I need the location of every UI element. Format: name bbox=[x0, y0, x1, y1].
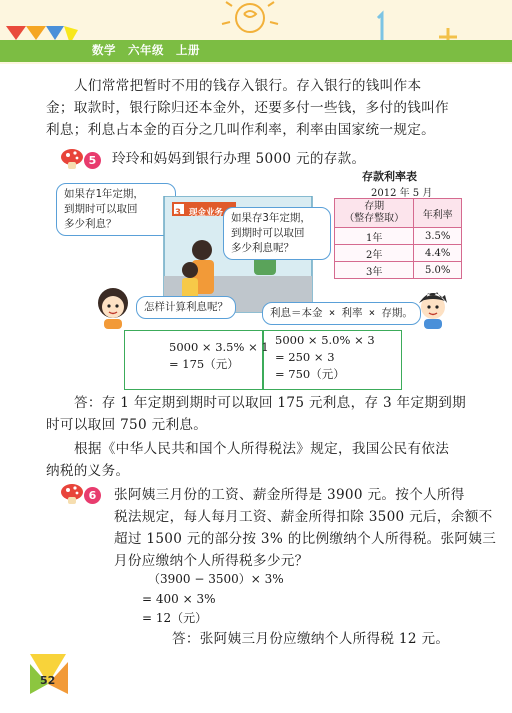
calc-right bbox=[275, 332, 375, 383]
header-band bbox=[0, 40, 512, 62]
intro-line: 金；取款时，银行除归还本金外，还要多付一些钱，多付的钱叫作 bbox=[46, 100, 449, 116]
window-sign-number: 3 bbox=[175, 208, 181, 218]
rate-table bbox=[334, 198, 462, 279]
window-sign bbox=[173, 206, 223, 218]
bubble-line: 如果存3年定期， bbox=[231, 212, 311, 224]
intro-paragraph bbox=[46, 75, 486, 97]
rate-table-date: 2012 年 5 月 bbox=[371, 188, 433, 199]
calc-line: = 400 × 3% bbox=[142, 592, 216, 606]
subject-label: 数学 bbox=[92, 43, 116, 57]
intro-paragraph-cont bbox=[46, 97, 486, 141]
window-sign-text: 现金业务 bbox=[188, 208, 223, 218]
tax-law-paragraph-cont: 纳税的义务。 bbox=[46, 463, 130, 479]
calc-line: = 750（元） bbox=[275, 367, 345, 381]
example-6-line: 月份应缴纳个人所得税多少元？ bbox=[114, 553, 309, 569]
page-header bbox=[0, 0, 512, 64]
table-cell-term: 1年 bbox=[335, 228, 414, 245]
table-row bbox=[335, 228, 462, 245]
volume-label: 上册 bbox=[176, 43, 200, 57]
boy-avatar bbox=[414, 285, 452, 329]
bubble-line: 如果存1年定期， bbox=[64, 188, 144, 200]
calc-line: （3900 − 3500）× 3% bbox=[148, 572, 284, 586]
example-5-text: 玲玲和妈妈到银行办理 5000 元的存款。 bbox=[112, 151, 366, 167]
rate-table-header-term bbox=[335, 199, 414, 228]
intro-line: 利息；利息占本金的百分之几叫作利率，利率由国家统一规定。 bbox=[46, 122, 436, 138]
calc-left bbox=[169, 339, 269, 373]
example-6-line: 税法规定，每人每月工资、薪金所得扣除 3500 元后，余额不 bbox=[114, 509, 493, 525]
mushroom-icon bbox=[60, 483, 84, 505]
sun-doodle-icon bbox=[222, 0, 278, 32]
example-6-line: 超过 1500 元的部分按 3% 的比例缴纳个人所得税。张阿姨三 bbox=[114, 531, 497, 547]
speech-bubble-formula: 利息＝本金 × 利率 × 存期。 bbox=[262, 302, 421, 325]
calc-line: = 175（元） bbox=[169, 357, 239, 371]
table-cell-term: 3年 bbox=[335, 262, 414, 279]
example-5-answer: 答：存 1 年定期到期时可以取回 175 元利息，存 3 年定期到期 bbox=[74, 395, 467, 411]
speech-bubble-question: 怎样计算利息呢？ bbox=[136, 296, 236, 319]
table-cell-rate: 4.4% bbox=[414, 245, 462, 262]
page-number: 52 bbox=[40, 674, 56, 687]
speech-bubble-right bbox=[223, 207, 331, 260]
girl-avatar bbox=[94, 285, 132, 329]
rate-table-header-rate: 年利率 bbox=[414, 199, 462, 228]
table-cell-rate: 3.5% bbox=[414, 228, 462, 245]
example-5-answer-cont: 时可以取回 750 元利息。 bbox=[46, 417, 208, 433]
tax-law-paragraph: 根据《中华人民共和国个人所得税法》规定，我国公民有依法 bbox=[74, 441, 450, 457]
table-cell-rate: 5.0% bbox=[414, 262, 462, 279]
header-term-line2: （整存整取） bbox=[344, 213, 405, 224]
one-doodle-icon bbox=[378, 14, 382, 40]
bubble-line: 到期时可以取回 bbox=[231, 227, 305, 239]
bubble-line: 多少利息？ bbox=[64, 218, 117, 230]
example-6-text bbox=[114, 484, 497, 572]
example-5-badge: 5 bbox=[84, 152, 101, 169]
header-term-line1: 存期 bbox=[364, 201, 385, 212]
table-row bbox=[335, 245, 462, 262]
example-6-line: 张阿姨三月份的工资、薪金所得是 3900 元。按个人所得 bbox=[114, 487, 465, 503]
calculation-box bbox=[124, 330, 402, 390]
calc-line: = 12（元） bbox=[142, 611, 208, 625]
example-6-answer: 答：张阿姨三月份应缴纳个人所得税 12 元。 bbox=[172, 631, 450, 647]
intro-line: 人们常常把暂时不用的钱存入银行。存入银行的钱叫作本 bbox=[74, 78, 422, 94]
calc-line: = 250 × 3 bbox=[275, 350, 335, 364]
book-title bbox=[92, 42, 200, 58]
rate-table-title: 存款利率表 bbox=[362, 170, 417, 183]
bubble-line: 多少利息呢？ bbox=[231, 242, 294, 254]
rate-table-header-row bbox=[335, 199, 462, 228]
example-6-badge: 6 bbox=[84, 487, 101, 504]
calc-line: 5000 × 3.5% × 1 bbox=[169, 340, 269, 354]
example-6-calc-cont bbox=[142, 590, 216, 628]
bubble-line: 到期时可以取回 bbox=[64, 203, 138, 215]
calc-line: 5000 × 5.0% × 3 bbox=[275, 333, 375, 347]
mushroom-icon bbox=[60, 148, 84, 170]
grade-label: 六年级 bbox=[128, 43, 164, 57]
table-cell-term: 2年 bbox=[335, 245, 414, 262]
table-row bbox=[335, 262, 462, 279]
example-6-calc bbox=[148, 570, 284, 589]
